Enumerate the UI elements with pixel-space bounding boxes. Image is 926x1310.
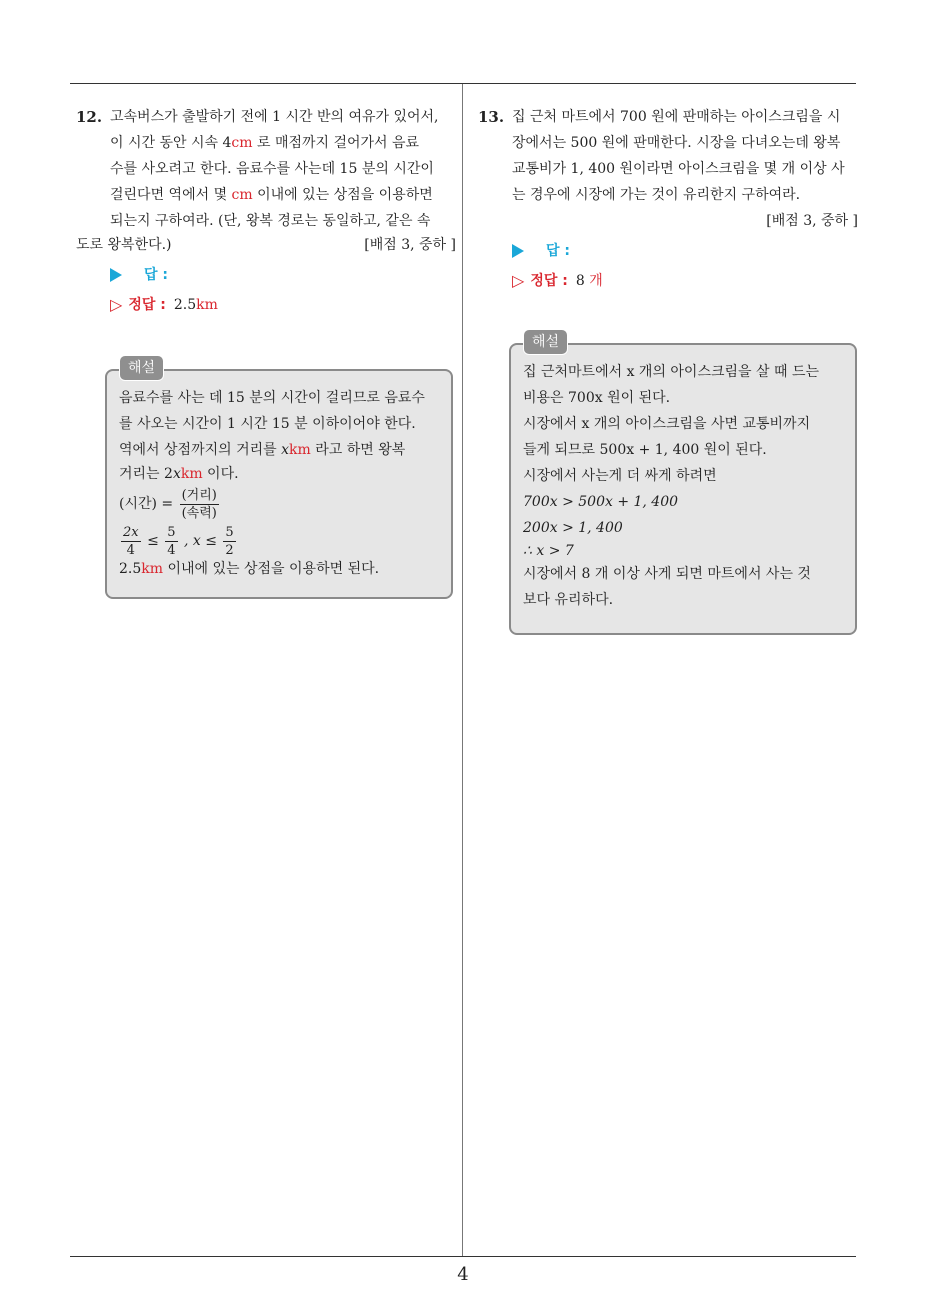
answer-label: 답 : [144,267,168,283]
correct-answer-value: 8 개 [575,273,603,289]
outline-triangle-icon: ▷ [512,271,525,290]
solution-box-12: 해설 음료수를 사는 데 15 분의 시간이 걸리므로 음료수 를 사오는 시간이 1 시간 15 분 이하이어야 한다. 역에서 상점까지의 거리를 xkm 라고 하면 왕복 거리는 2xkm 이다. (시간) = $\frac{\text{(거리)}}{\text{(속력)}}$ $\frac{2x}{4}$ ≤ $\frac{5}{4}$ , x ≤ $\frac{5}{2}$ 2.5km 이내에 있는 상점을 이용하면 된다. [105,369,453,599]
column-divider [462,84,463,1256]
formula: (시간) = $\frac{\text{(거리)}}{\text{(속력)}}$ [119,487,217,521]
score-info: [배점 3, 중하 ] [364,237,456,253]
page-number: 4 [457,1264,469,1285]
question-text-last: 도로 왕복한다.) [76,237,172,253]
play-triangle-icon [110,268,122,282]
bottom-rule [70,1256,856,1257]
question-12 [76,104,456,318]
answer-row [110,262,456,288]
correct-answer-row [512,268,858,294]
question-number: 13. [478,108,505,126]
outline-triangle-icon: ▷ [110,295,123,314]
inequality: $\frac{2x}{4}$ ≤ $\frac{5}{4}$ , x ≤ $\frac{5}{2}$ [123,524,234,558]
correct-answer-label: 정답 : [128,297,166,313]
play-triangle-icon [512,244,524,258]
solution-tag: 해설 [523,329,568,355]
score-info: [배점 3, 중하 ] [766,213,858,229]
solution-tag: 해설 [119,355,164,381]
correct-answer-row [110,292,456,318]
correct-answer-value: 2.5km [173,297,218,313]
solution-box-13: 해설 집 근처마트에서 x 개의 아이스크림을 살 때 드는 비용은 700x 원이 된다. 시장에서 x 개의 아이스크림을 사면 교통비까지 들게 되므로 500x + 1, 400 원이 된다. 시장에서 사는게 더 싸게 하려면 700x > 500x + 1, 400 200x > 1, 400 ∴ x > 7 시장에서 8 개 이상 사게 되면 마트에서 사는 것 보다 유리하다. [509,343,857,635]
question-number: 12. [76,108,103,126]
question-text: 고속버스가 출발하기 전에 1 시간 반의 여유가 있어서, 이 시간 동안 시속 4cm 로 매점까지 걸어가서 음료 수를 사오려고 한다. 음료수를 사는데 15 분의 시간이 걸린다면 역에서 몇 cm 이내에 있는 상점을 이용하면 되는지 구하여라. (단, 왕복 경로는 동일하고, 같은 속 [110,109,439,229]
answer-row [512,238,858,264]
answer-label: 답 : [546,243,570,259]
question-text: 집 근처 마트에서 700 원에 판매하는 아이스크림을 시 장에서는 500 원에 판매한다. 시장을 다녀오는데 왕복 교통비가 1, 400 원이라면 아이스크림을 몇 개 이상 사 는 경우에 시장에 가는 것이 유리한지 구하여라. [512,109,845,203]
top-rule [70,83,856,84]
question-13 [478,104,858,294]
correct-answer-label: 정답 : [530,273,568,289]
